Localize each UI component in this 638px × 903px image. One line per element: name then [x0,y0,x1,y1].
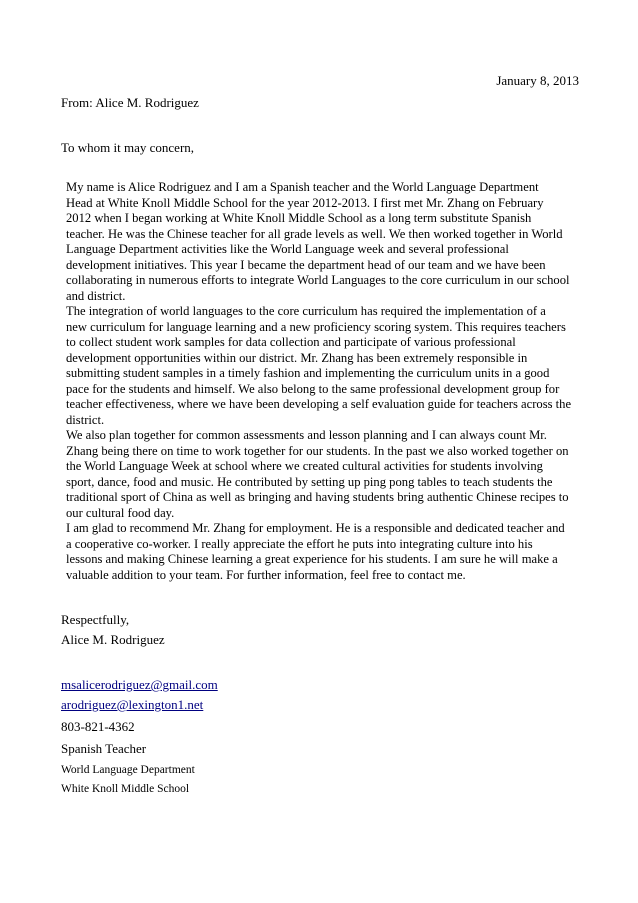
letter-body [61,180,579,583]
contact-phone: 803-821-4362 [61,719,135,734]
paragraph-line: valuable addition to your team. For further information, feel free to contact me. [66,567,466,582]
paragraph-line: teacher. He was the Chinese teacher for all grade levels as well. We then worked together in World [66,226,563,241]
paragraph-line: My name is Alice Rodriguez and I am a Spanish teacher and the World Language Department [66,180,539,194]
paragraph-line: Head at White Knoll Middle School for the year 2012-2013. I first met Mr. Zhang on February [66,195,544,210]
paragraph-line: pace for the students and himself. We also belong to the same professional development group for [66,381,560,396]
paragraph-line: and district. [66,288,126,303]
letter-date: January 8, 2013 [496,73,579,88]
email-link-work[interactable]: arodriguez@lexington1.net [61,697,204,712]
body-paragraph-1 [61,180,579,304]
paragraph-line: a cooperative co-worker. I really appreciate the effort he puts into integrating culture into his [66,536,533,551]
contact-email-personal [61,677,218,693]
paragraph-line: traditional sport of China as well as bringing and having students bring authentic Chinese recipes to [66,490,569,504]
paragraph-line: We also plan together for common assessments and lesson planning and I can always count Mr. [66,428,547,442]
letter-from: From: Alice M. Rodriguez [61,95,199,110]
paragraph-line: Zhang being there on time to work together for our students. In the past we also worked together on [66,443,569,458]
paragraph-line: sport, dance, food and music. He contributed by setting up ping pong tables to teach students the [66,474,553,489]
contact-email-work [61,697,203,713]
paragraph-line: lessons and making Chinese learning a great experience for his students. I am sure he will make a [66,552,558,566]
letter-salutation: To whom it may concern, [61,140,195,155]
paragraph-line: I am glad to recommend Mr. Zhang for employment. He is a responsible and dedicated teacher and [66,521,565,535]
paragraph-line: Language Department activities like the World Language week and several professional [66,242,509,256]
email-link-personal[interactable]: msalicerodriguez@gmail.com [61,677,218,692]
contact-department: World Language Department [61,764,195,776]
paragraph-line: our cultural food day. [66,505,175,520]
paragraph-line: to collect student work samples for data collection and participate of various professional [66,335,516,349]
paragraph-line: 2012 when I began working at White Knoll Middle School as a long term substitute Spanish [66,211,532,225]
paragraph-line: teacher effectiveness, where we have been developing a self evaluation guide for teachers across the [66,397,572,411]
letter-closing: Respectfully, [61,612,130,627]
paragraph-line: new curriculum for language learning and a new proficiency scoring system. This requires teachers [66,319,566,334]
paragraph-line: The integration of world languages to the core curriculum has required the implementation of a [66,304,546,318]
signature-name: Alice M. Rodriguez [61,632,165,647]
paragraph-line: district. [66,412,105,427]
paragraph-line: development initiatives. This year I became the department head of our team and we have been [66,257,546,272]
body-paragraph-3 [61,428,579,521]
paragraph-line: collaborating in numerous efforts to integrate World Languages to the core curriculum in our school [66,273,570,287]
contact-title: Spanish Teacher [61,741,147,756]
body-paragraph-4 [61,521,579,583]
contact-school: White Knoll Middle School [61,783,190,795]
paragraph-line: submitting student samples in a timely fashion and implementing the curriculum units in a good [66,366,550,380]
paragraph-line: the World Language Week at school where we created cultural activities for students involving [66,459,543,473]
paragraph-line: development opportunities within our district. Mr. Zhang has been extremely responsible in [66,350,528,365]
body-paragraph-2 [61,304,579,428]
